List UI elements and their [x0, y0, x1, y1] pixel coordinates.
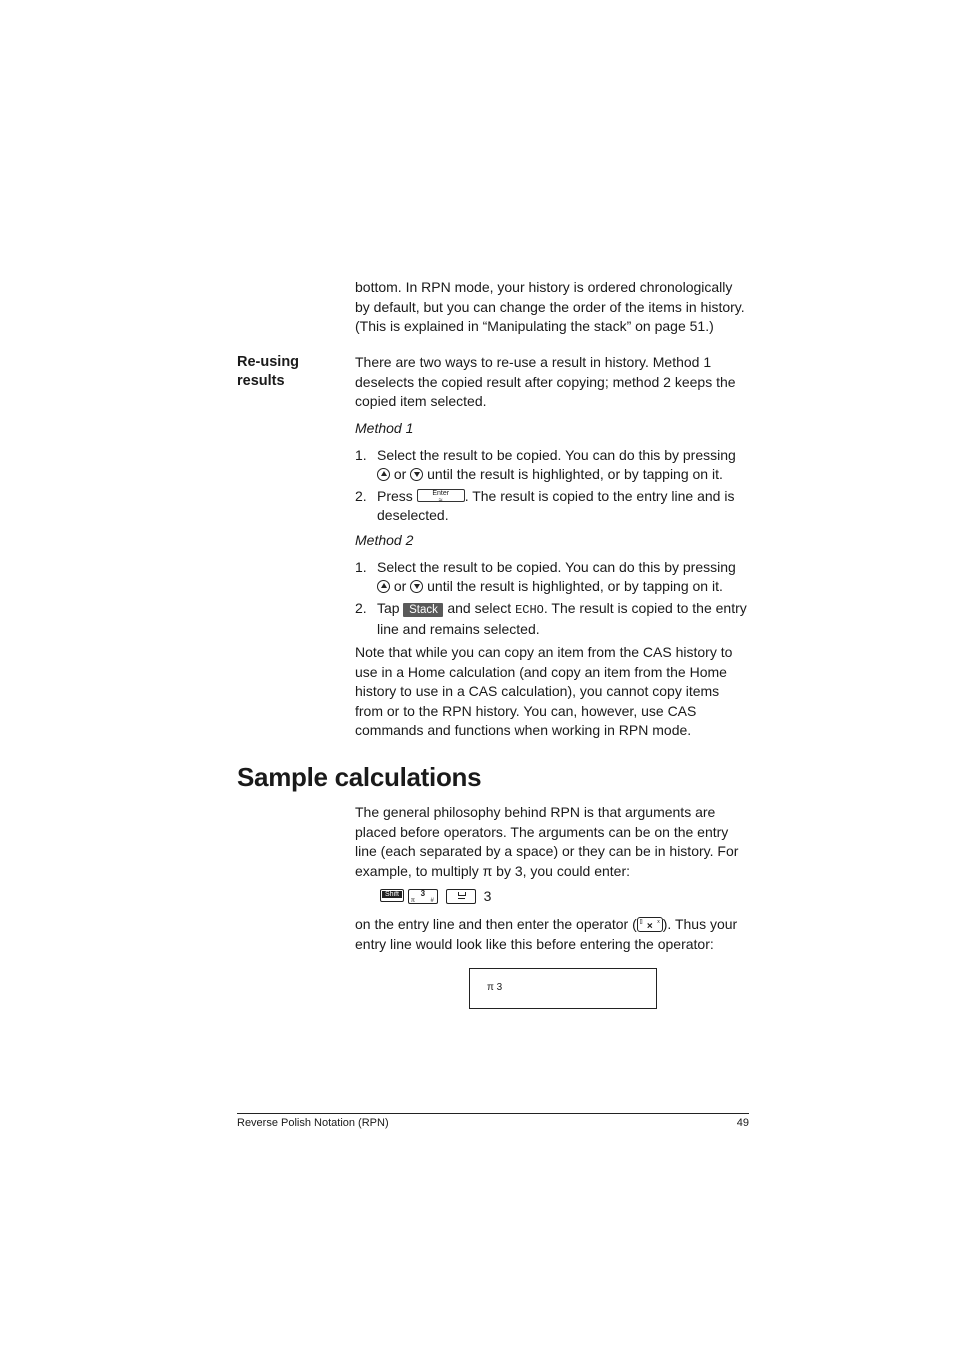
- multiply-key-icon: × [] x: [637, 917, 663, 932]
- method-2-step-1: 1. Select the result to be copied. You can do this by pressing or until the result is highlighted, or by tapping on it.: [355, 559, 736, 594]
- key-sequence: [380, 888, 491, 906]
- shift-key-icon: Shift: [380, 889, 404, 902]
- key-sequence-suffix: 3: [483, 888, 492, 904]
- page-number: 49: [736, 1117, 749, 1129]
- sample-paragraph-1: The general philosophy behind RPN is that arguments are placed before operators. The arguments can be on the entry line (each separated by a space) or they can be in history. For example, to multiply π by 3, you could enter:: [355, 804, 739, 879]
- echo-command: ECHO: [515, 603, 544, 617]
- method-1-steps: [355, 446, 750, 528]
- entry-line-text: π 3: [487, 982, 503, 993]
- reusing-intro: There are two ways to re-use a result in history. Method 1 deselects the copied result after copying; method 2 keeps the copied item selected.: [355, 354, 736, 409]
- down-arrow-key-icon: [410, 580, 423, 593]
- method-2-step-2: 2. Tap Stack and select ECHO. The result is copied to the entry line and remains selected.: [355, 600, 747, 637]
- method-1-step-1: 1. Select the result to be copied. You can do this by pressing or until the result is highlighted, or by tapping on it.: [355, 447, 736, 482]
- three-pi-key-icon: 3 π #: [408, 889, 438, 904]
- up-arrow-key-icon: [377, 468, 390, 481]
- stack-softkey-icon: Stack: [403, 603, 443, 617]
- method-2-title: Method 2: [355, 532, 414, 548]
- method-1-step-2: 2. Press Enter ≈ . The result is copied to the entry line and is deselected.: [355, 488, 735, 523]
- space-key-icon: [446, 889, 476, 904]
- enter-key-icon: Enter ≈: [417, 489, 465, 502]
- note-paragraph: Note that while you can copy an item from the CAS history to use in a Home calculation (and copy an item from the Home history to use in a CAS calculation), you cannot copy items from or to the RPN history. You can, however, use CAS commands and functions when working in RPN mode.: [355, 644, 733, 738]
- section-title: Sample calculations: [237, 762, 482, 792]
- method-1-title: Method 1: [355, 420, 414, 436]
- up-arrow-key-icon: [377, 580, 390, 593]
- down-arrow-key-icon: [410, 468, 423, 481]
- method-2-steps: [355, 558, 750, 642]
- entry-line-box: [469, 968, 657, 1009]
- reusing-results-heading: Re-using results: [237, 354, 300, 389]
- footer-chapter-title: Reverse Polish Notation (RPN): [237, 1117, 389, 1129]
- intro-paragraph: bottom. In RPN mode, your history is ordered chronologically by default, but you can change the order of the items in history. (This is explained in “Manipulating the stack” on page 51.): [355, 279, 745, 334]
- sample-paragraph-2: on the entry line and then enter the operator ( × [] x ). Thus your entry line would look like this before entering the operator:: [355, 916, 738, 952]
- footer-divider: [237, 1113, 749, 1114]
